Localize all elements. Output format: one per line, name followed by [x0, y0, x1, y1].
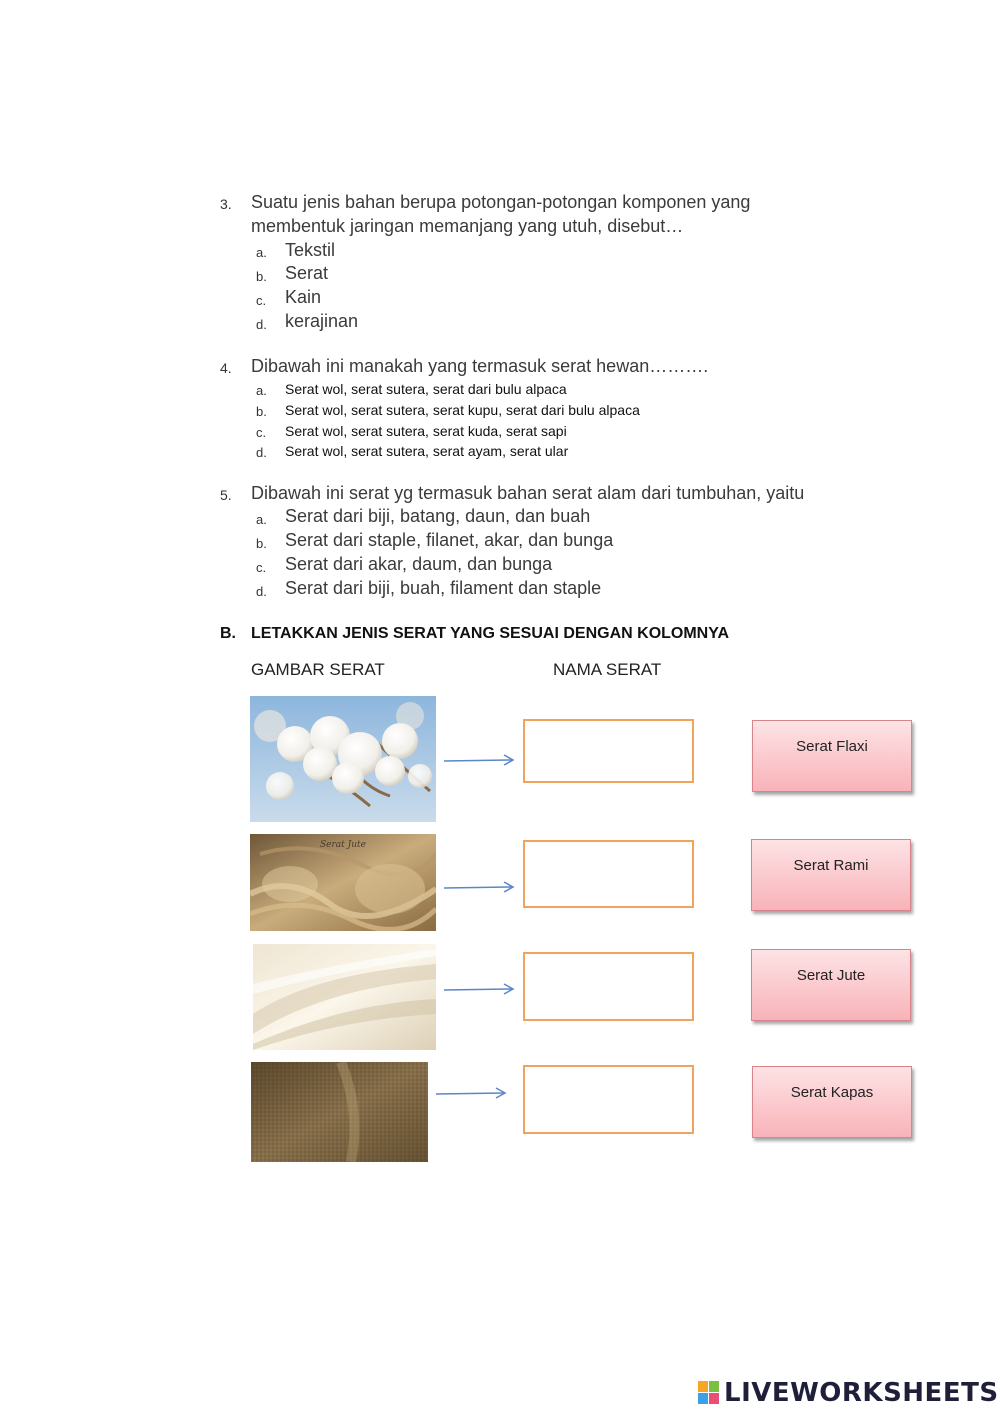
question-number: 3. — [220, 196, 232, 212]
column-header-name: NAMA SERAT — [553, 660, 662, 679]
column-header-image: GAMBAR SERAT — [251, 660, 385, 679]
arrow-icon — [440, 979, 520, 999]
question-number: 4. — [220, 360, 232, 376]
option-letter: c. — [256, 560, 267, 575]
option-letter: c. — [256, 293, 267, 308]
arrow-icon — [432, 1083, 512, 1103]
question-text-line1: Dibawah ini serat yg termasuk bahan serat alam dari tumbuhan, yaitu — [251, 483, 805, 503]
option-letter: d. — [256, 584, 267, 599]
jute-photo — [250, 834, 436, 931]
option-text: Serat wol, serat sutera, serat dari bulu alpaca — [285, 381, 567, 397]
option-text: Kain — [285, 287, 322, 307]
answer-drop-box-1[interactable] — [523, 719, 694, 783]
option-text: Serat dari akar, daum, dan bunga — [285, 554, 553, 574]
section-title: LETAKKAN JENIS SERAT YANG SESUAI DENGAN KOLOMNYA — [251, 625, 729, 642]
question-text-line1: Suatu jenis bahan berupa potongan-potongan komponen yang — [251, 192, 751, 212]
option-text: Serat wol, serat sutera, serat kupu, serat dari bulu alpaca — [285, 402, 640, 418]
option-letter: d. — [256, 317, 267, 332]
answer-drop-box-4[interactable] — [523, 1065, 694, 1134]
drag-card-serat-rami[interactable]: Serat Rami — [751, 839, 911, 911]
option-text: Tekstil — [285, 240, 336, 260]
option-text: Serat wol, serat sutera, serat kuda, serat sapi — [285, 423, 567, 439]
option-letter: a. — [256, 245, 267, 260]
answer-drop-box-3[interactable] — [523, 952, 694, 1021]
cotton-photo — [250, 696, 436, 822]
option-letter: c. — [256, 425, 267, 440]
option-letter: d. — [256, 445, 267, 460]
jute-caption: Serat Jute — [320, 840, 366, 850]
question-text-line1: Dibawah ini manakah yang termasuk serat hewan………. — [251, 356, 709, 376]
drag-card-serat-kapas[interactable]: Serat Kapas — [752, 1066, 912, 1138]
option-text: Serat dari biji, buah, filament dan staple — [285, 578, 602, 598]
option-text: Serat dari staple, filanet, akar, dan bunga — [285, 530, 614, 550]
arrow-icon — [440, 750, 520, 770]
section-label: B. — [220, 625, 236, 642]
option-text: Serat wol, serat sutera, serat ayam, serat ular — [285, 443, 569, 459]
question-number: 5. — [220, 487, 232, 503]
drag-card-serat-flaxi[interactable]: Serat Flaxi — [752, 720, 912, 792]
liveworksheets-logo-icon — [698, 1381, 720, 1405]
cloth-photo — [253, 944, 436, 1050]
option-text: kerajinan — [285, 311, 359, 331]
option-letter: a. — [256, 383, 267, 398]
option-text: Serat dari biji, batang, daun, dan buah — [285, 506, 591, 526]
arrow-icon — [440, 877, 520, 897]
drag-card-serat-jute[interactable]: Serat Jute — [751, 949, 911, 1021]
rami-photo — [251, 1062, 428, 1162]
answer-drop-box-2[interactable] — [523, 840, 694, 908]
liveworksheets-brand: LIVEWORKSHEETS — [724, 1378, 999, 1408]
option-letter: b. — [256, 536, 267, 551]
option-letter: a. — [256, 512, 267, 527]
option-text: Serat — [285, 263, 329, 283]
option-letter: b. — [256, 404, 267, 419]
option-letter: b. — [256, 269, 267, 284]
question-text-line2: membentuk jaringan memanjang yang utuh, disebut… — [251, 216, 684, 236]
